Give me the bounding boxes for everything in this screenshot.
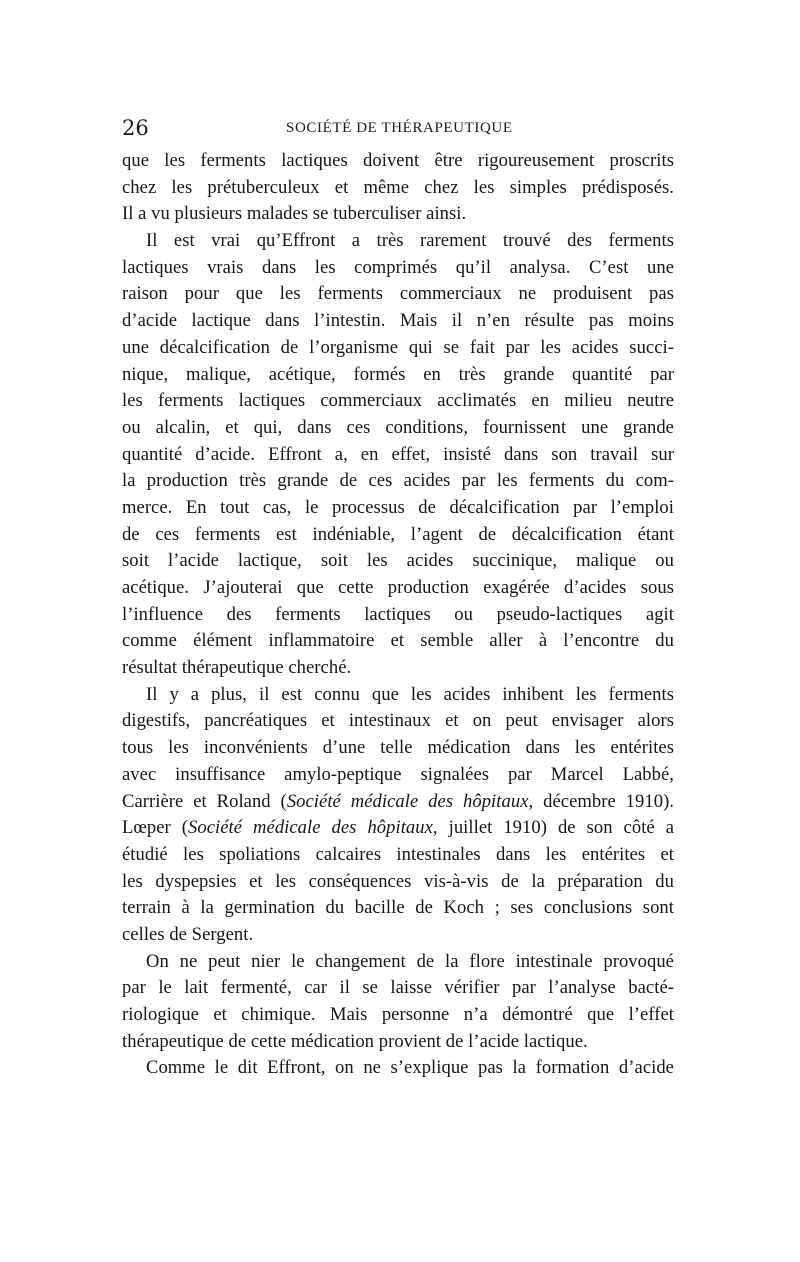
text-line: nique, malique, acétique, formés en très grande quantité par bbox=[122, 363, 674, 385]
text-line: riologique et chimique. Mais personne n’a démontré que l’effet bbox=[122, 1004, 674, 1025]
journal-title: Société médicale des hôpitaux, bbox=[286, 790, 534, 812]
text-line: raison pour que les ferments commerciaux ne produisent pas bbox=[122, 283, 674, 305]
text-line: comme élément inflammatoire et semble aller à l’encontre du bbox=[122, 630, 674, 652]
text-line: de ces ferments est indéniable, l’agent de décalcification étant bbox=[122, 523, 674, 545]
text-line: les ferments lactiques commerciaux acclimatés en milieu neutre bbox=[122, 390, 674, 412]
text-line: lactiques vrais dans les comprimés qu’il analysa. C’est une bbox=[122, 256, 674, 278]
running-title: SOCIÉTÉ DE THÉRAPEUTIQUE bbox=[286, 120, 513, 136]
text-line: thérapeutique de cette médication provient de l’acide lactique. bbox=[122, 1030, 588, 1052]
text-line: ou alcalin, et qui, dans ces conditions, fournissent une grande bbox=[122, 416, 674, 438]
text-line: Il y a plus, il est connu que les acides inhibent les ferments bbox=[146, 683, 674, 705]
text-line-citation bbox=[122, 789, 674, 816]
text-line: terrain à la germination du bacille de Koch ; ses conclusions sont bbox=[122, 897, 674, 919]
text-line: l’influence des ferments lactiques ou pseudo-lactiques agit bbox=[122, 603, 674, 625]
text-line: acétique. J’ajouterai que cette production exagérée d’acides sous bbox=[122, 577, 674, 598]
text-line: que les ferments lactiques doivent être rigoureusement proscrits bbox=[122, 150, 674, 171]
text-line: tous les inconvénients d’une telle médication dans les entérites bbox=[122, 737, 674, 759]
text-line: On ne peut nier le changement de la flore intestinale provoqué bbox=[146, 950, 674, 972]
page-number: 26 bbox=[122, 116, 149, 140]
text-line: les dyspepsies et les conséquences vis-à-vis de la préparation du bbox=[122, 870, 674, 892]
text-line: chez les prétuberculeux et même chez les simples prédisposés. bbox=[122, 176, 674, 198]
text-line: Il est vrai qu’Effront a très rarement trouvé des ferments bbox=[146, 230, 674, 252]
text-line: soit l’acide lactique, soit les acides succinique, malique ou bbox=[122, 550, 674, 572]
text-line-citation bbox=[122, 815, 674, 842]
text-line: d’acide lactique dans l’intestin. Mais il n’en résulte pas moins bbox=[122, 310, 674, 332]
citation-suffix: décembre 1910). bbox=[533, 790, 675, 812]
text-line: la production très grande de ces acides par les ferments du com- bbox=[122, 470, 674, 492]
text-line: celles de Sergent. bbox=[122, 923, 254, 945]
text-line: quantité d’acide. Effront a, en effet, insisté dans son travail sur bbox=[122, 443, 674, 465]
text-line: Comme le dit Effront, on ne s’explique pas la formation d’acide bbox=[146, 1057, 674, 1079]
text-line: une décalcification de l’organisme qui se fait par les acides succi- bbox=[122, 336, 674, 358]
text-line: étudié les spoliations calcaires intestinales dans les entérites et bbox=[122, 843, 674, 865]
journal-title: Société médicale des hôpitaux, bbox=[188, 817, 438, 839]
text-line: par le lait fermenté, car il se laisse vérifier par l’analyse bacté- bbox=[122, 977, 674, 999]
text-line: merce. En tout cas, le processus de décalcification par l’emploi bbox=[122, 496, 674, 518]
running-head bbox=[122, 113, 674, 143]
citation-suffix: juillet 1910) de son côté a bbox=[437, 817, 674, 839]
text-line: Il a vu plusieurs malades se tuberculiser ainsi. bbox=[122, 203, 467, 225]
text-line: avec insuffisance amylo-peptique signalées par Marcel Labbé, bbox=[122, 763, 674, 785]
body-text bbox=[122, 148, 674, 1082]
text-line: digestifs, pancréatiques et intestinaux et on peut envisager alors bbox=[122, 710, 674, 732]
text-line: résultat thérapeutique cherché. bbox=[122, 657, 352, 679]
citation-prefix: Lœper ( bbox=[122, 817, 189, 839]
citation-prefix: Carrière et Roland ( bbox=[122, 790, 287, 812]
